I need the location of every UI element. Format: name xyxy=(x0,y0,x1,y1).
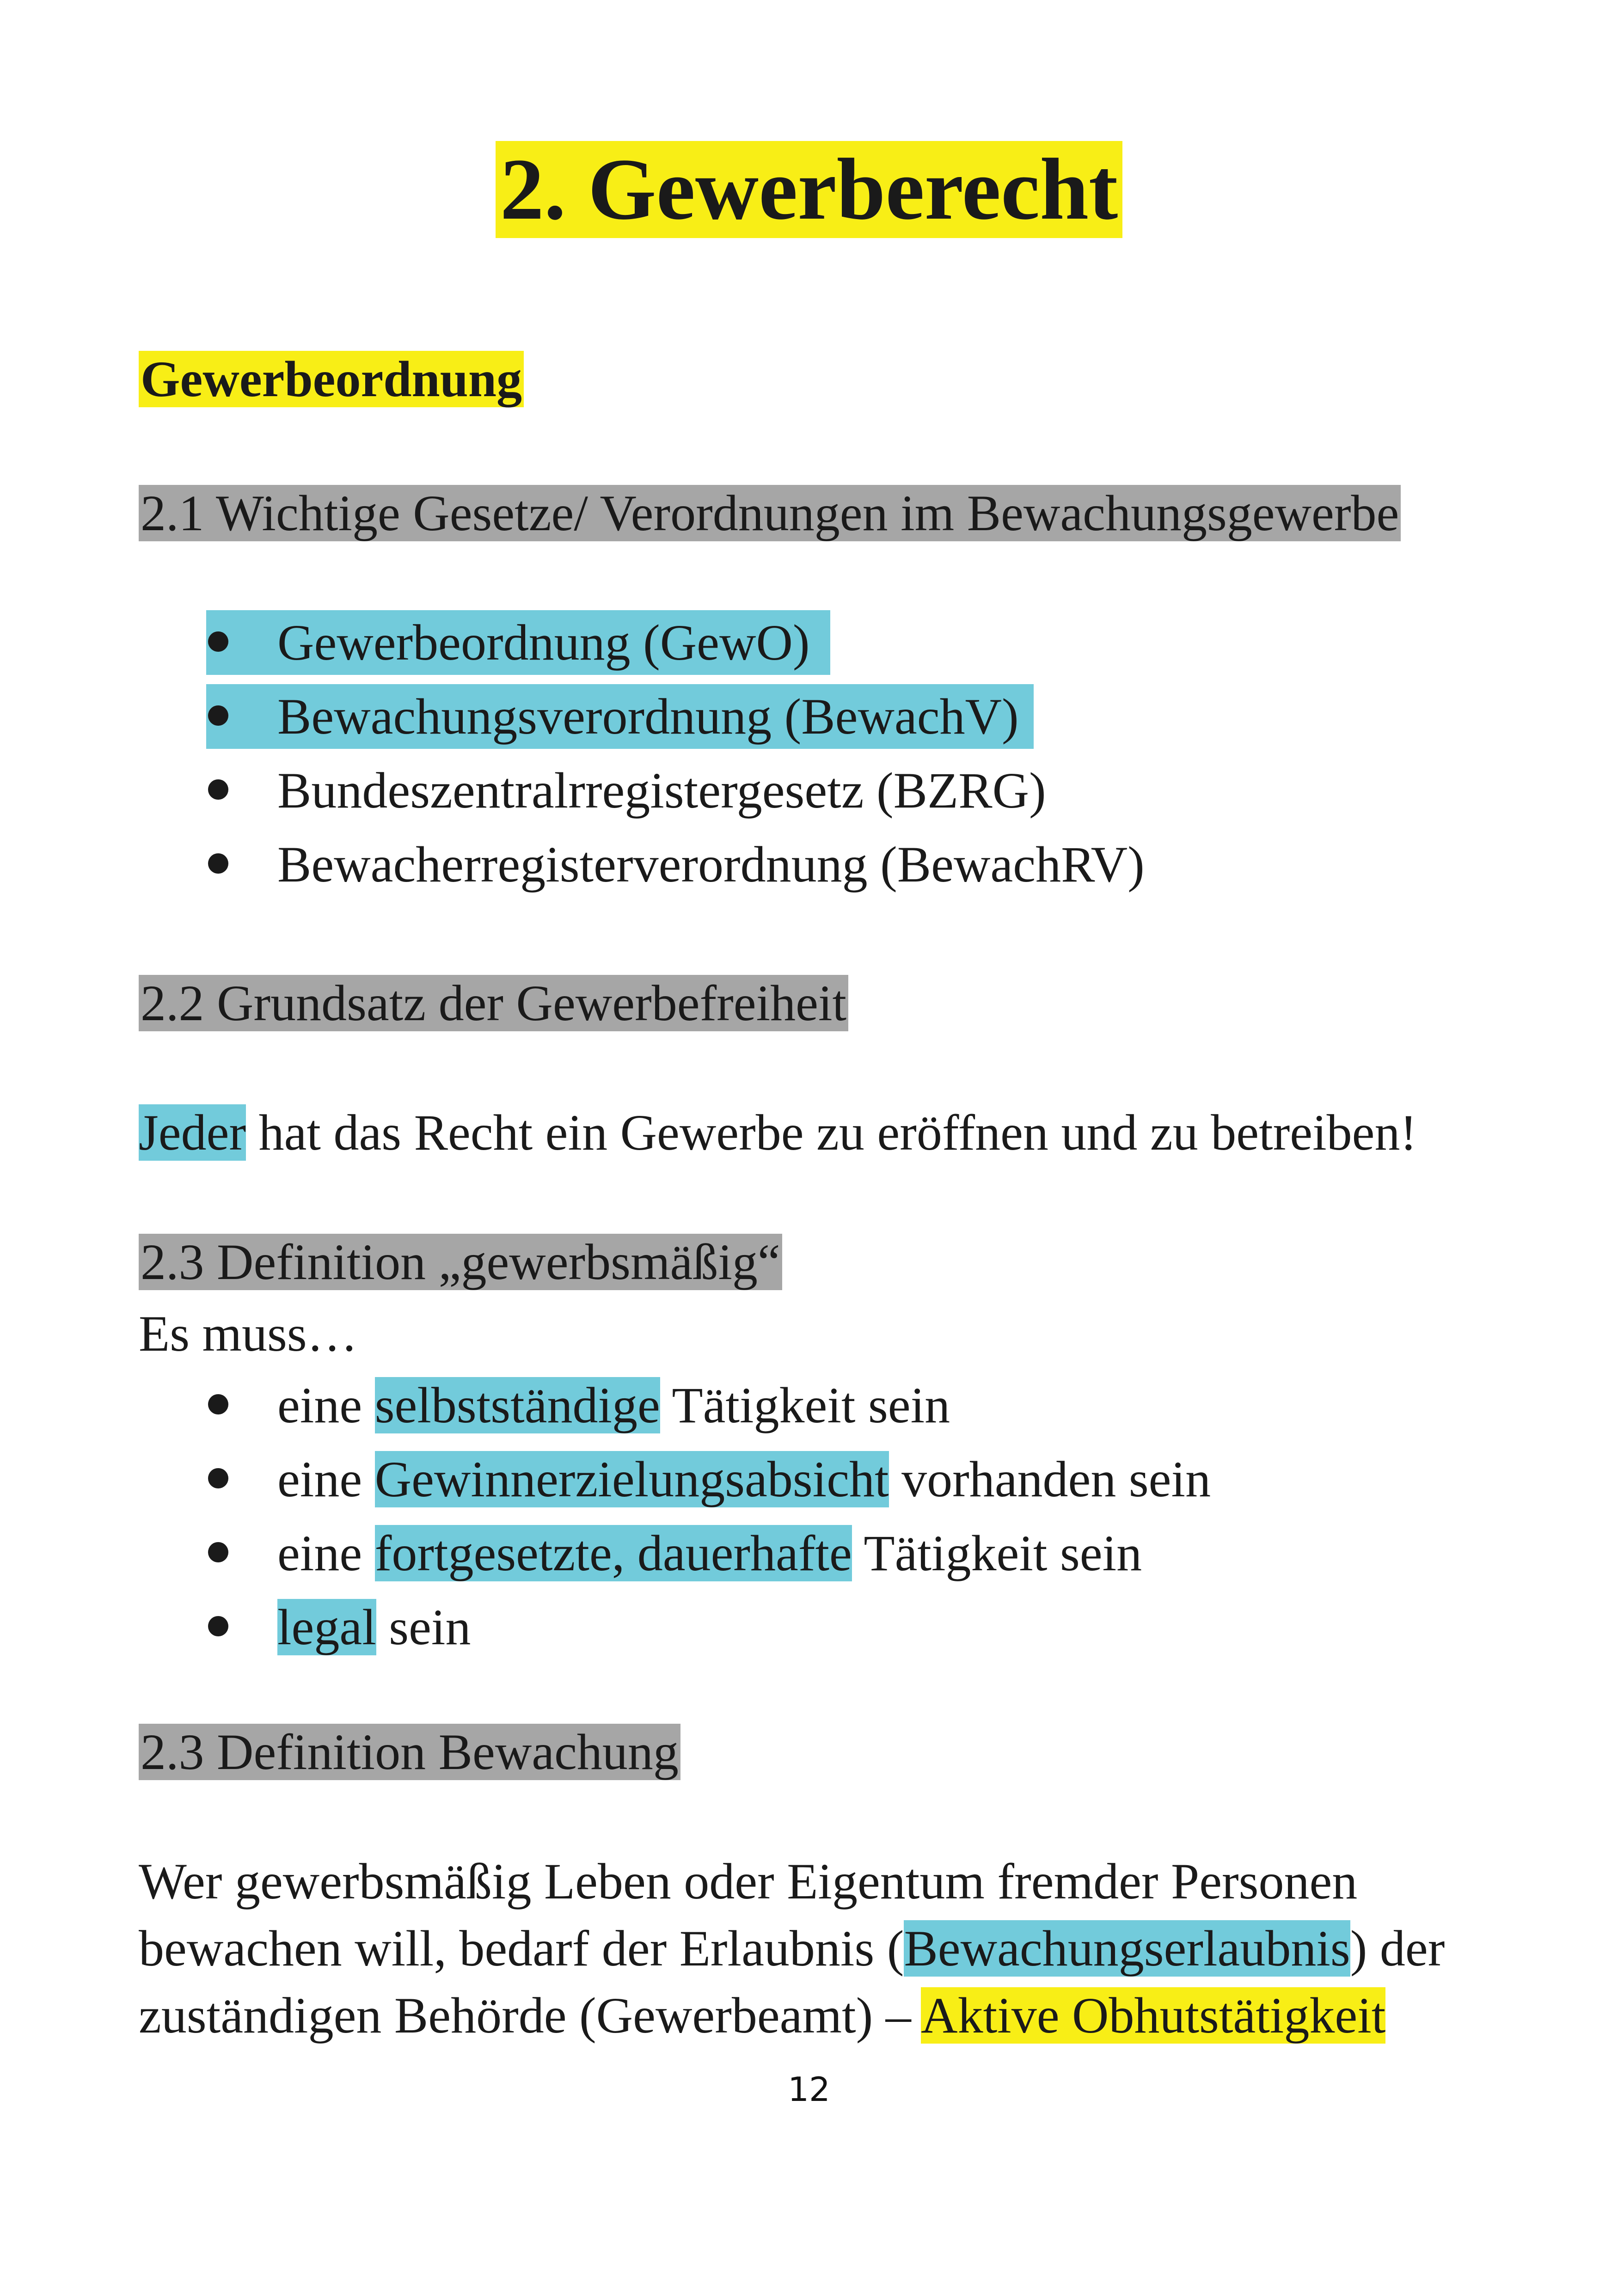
section-heading-2-3-bewachung xyxy=(139,1720,680,1784)
highlight-term: selbstständige xyxy=(374,1377,660,1433)
section-heading-2-3-text: 2.3 Definition „gewerbsmäßig“ xyxy=(139,1234,782,1290)
freedom-statement xyxy=(139,1100,1417,1165)
bullet-icon xyxy=(208,705,228,726)
section-heading-2-1-text: 2.1 Wichtige Gesetze/ Verordnungen im Bewachungsgewerbe xyxy=(139,485,1401,541)
list-item-text: Gewerbeordnung (GewO) xyxy=(277,614,810,671)
bullet-icon xyxy=(208,779,228,800)
bullet-icon xyxy=(208,1394,228,1414)
statement-text: hat das Recht ein Gewerbe zu eröffnen und zu betreiben! xyxy=(246,1104,1417,1161)
definition-line-1: Wer gewerbsmäßig Leben oder Eigentum fremder Personen xyxy=(139,1853,1358,1910)
highlight-bewachungserlaubnis: Bewachungserlaubnis xyxy=(904,1920,1350,1977)
section-heading-2-3-gewerbsmaessig xyxy=(139,1230,782,1294)
section-heading-bewachung-text: 2.3 Definition Bewachung xyxy=(139,1724,680,1780)
highlight-term: fortgesetzte, dauerhafte xyxy=(374,1525,852,1581)
highlight-term: Gewinnerzielungsabsicht xyxy=(374,1451,889,1507)
definition-line-2: bewachen will, bedarf der Erlaubnis (Bewachungserlaubnis) der xyxy=(139,1920,1445,1977)
highlight-term: legal xyxy=(277,1599,376,1655)
section-heading-2-2-text: 2.2 Grundsatz der Gewerbefreiheit xyxy=(139,975,848,1031)
section-heading-2-2 xyxy=(139,971,848,1035)
section-heading-2-1 xyxy=(139,481,1401,545)
bullet-icon xyxy=(208,1616,228,1636)
highlight-jeder: Jeder xyxy=(139,1104,246,1161)
page-number: 12 xyxy=(788,2070,830,2109)
intro-text: Es muss… xyxy=(139,1305,358,1362)
bullet-icon xyxy=(208,1542,228,1562)
page-title xyxy=(0,139,1618,240)
highlight-aktive-obhutstaetigkeit: Aktive Obhutstätigkeit xyxy=(921,1987,1386,2044)
list-item-text: legal sein xyxy=(277,1599,471,1655)
subheading xyxy=(139,347,524,411)
list-item-text: Bewachungsverordnung (BewachV) xyxy=(277,688,1019,745)
subheading-text: Gewerbeordnung xyxy=(139,351,524,407)
list-item-text: Bundeszentralrregistergesetz (BZRG) xyxy=(277,762,1046,819)
list-item-text: Bewacherregisterverordnung (BewachRV) xyxy=(277,836,1145,893)
bullet-icon xyxy=(208,631,228,652)
page-title-text: 2. Gewerberecht xyxy=(496,141,1123,238)
bullet-icon xyxy=(208,1468,228,1488)
list-item-text: eine Gewinnerzielungsabsicht vorhanden sein xyxy=(277,1451,1211,1507)
definition-line-3: zuständigen Behörde (Gewerbeamt) – Aktive Obhutstätigkeit xyxy=(139,1987,1386,2044)
list-item-text: eine selbstständige Tätigkeit sein xyxy=(277,1377,950,1433)
bullet-icon xyxy=(208,853,228,874)
list-item-text: eine fortgesetzte, dauerhafte Tätigkeit sein xyxy=(277,1525,1142,1581)
